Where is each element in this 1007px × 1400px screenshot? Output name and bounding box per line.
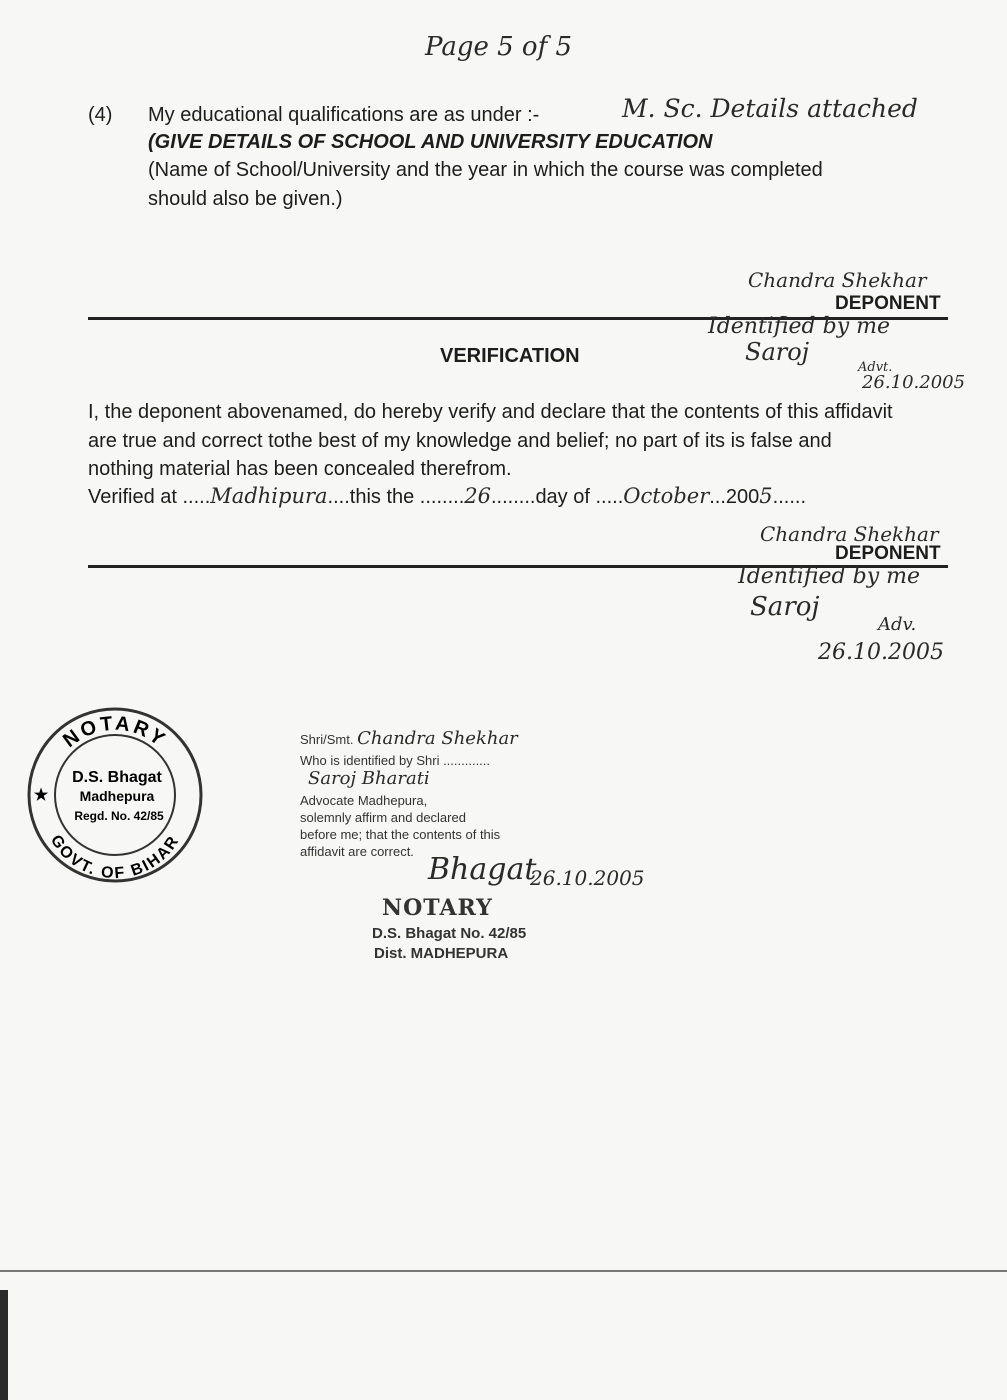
seal-top-text: NOTARY: [59, 712, 171, 753]
verification-line1: I, the deponent abovenamed, do hereby verify and declare that the contents of this affidavit: [88, 401, 893, 423]
qualification-answer: M. Sc. Details attached: [622, 94, 918, 123]
verification-line3: nothing material has been concealed therefrom.: [88, 458, 512, 480]
notary-seal: [20, 700, 210, 890]
deponent-label-1: DEPONENT: [835, 293, 941, 314]
notary-identified-label: Who is identified by Shri .............: [300, 753, 491, 768]
scan-edge-left: [0, 1290, 8, 1400]
notary-line3: Advocate Madhepura,: [300, 793, 428, 808]
seal-star-icon: ★: [33, 787, 49, 804]
identifier-date-2: 26.10.2005: [818, 640, 944, 665]
verification-heading: VERIFICATION: [440, 345, 580, 367]
seal-bottom-text: GOVT. OF BIHAR: [46, 832, 184, 883]
identified-text-2: Identified by me: [738, 564, 920, 589]
verified-month: October: [623, 484, 710, 508]
scan-edge-bottom: [0, 1270, 1007, 1272]
identifier-signature-1: Saroj: [745, 338, 810, 366]
year-dots: ......: [772, 486, 806, 508]
verified-year-digit: 5: [759, 484, 773, 508]
seal-name: D.S. Bhagat: [72, 769, 162, 786]
page-marker: Page 5 of 5: [425, 32, 573, 62]
year-prefix: ...200: [709, 486, 760, 508]
notary-shri-line: [300, 730, 518, 748]
identifier-title-2: Adv.: [878, 614, 917, 635]
identifier-title-1: Advt.: [858, 360, 893, 375]
notary-signature: Bhagat: [428, 852, 537, 887]
verified-place: Madhipura: [210, 484, 328, 508]
section-number: (4): [88, 104, 113, 126]
verification-line2: are true and correct tothe best of my knowledge and belief; no part of its is false and: [88, 430, 832, 452]
seal-place: Madhepura: [79, 788, 155, 804]
day-of-label: ........day of .....: [490, 486, 624, 508]
verified-day: 26: [464, 484, 491, 508]
shri-name: Chandra Shekhar: [357, 728, 518, 749]
shri-label: Shri/Smt.: [300, 732, 354, 747]
qualification-heading: (GIVE DETAILS OF SCHOOL AND UNIVERSITY EDUCATION: [148, 131, 713, 153]
notary-identified-name: Saroj Bharati: [308, 768, 430, 789]
verified-at-label: Verified at .....: [88, 486, 211, 508]
notary-line5: before me; that the contents of this: [300, 827, 501, 842]
qualification-prefix: My educational qualifications are as under :-: [148, 104, 540, 126]
identified-text-1: Identified by me: [708, 314, 890, 339]
deponent-signature-2: Chandra Shekhar: [760, 522, 939, 546]
verified-at-line: [88, 482, 806, 512]
this-the-label: ....this the ........: [327, 486, 465, 508]
identifier-date-1: 26.10.2005: [862, 372, 966, 393]
notary-line4: solemnly affirm and declared: [300, 810, 466, 825]
deponent-label-2: DEPONENT: [835, 543, 941, 564]
notary-sign-date: 26.10.2005: [530, 866, 645, 890]
notary-district: Dist. MADHEPURA: [374, 945, 509, 962]
seal-regd: Regd. No. 42/85: [74, 809, 164, 823]
notary-id: D.S. Bhagat No. 42/85: [372, 925, 527, 942]
notary-title: NOTARY: [382, 895, 493, 921]
identifier-signature-2: Saroj: [750, 592, 820, 622]
qualification-note-line1: (Name of School/University and the year in which the course was completed: [148, 159, 823, 181]
qualification-note-line2: should also be given.): [148, 188, 343, 210]
notary-line6: affidavit are correct.: [300, 844, 414, 859]
deponent-signature-1: Chandra Shekhar: [748, 268, 927, 292]
